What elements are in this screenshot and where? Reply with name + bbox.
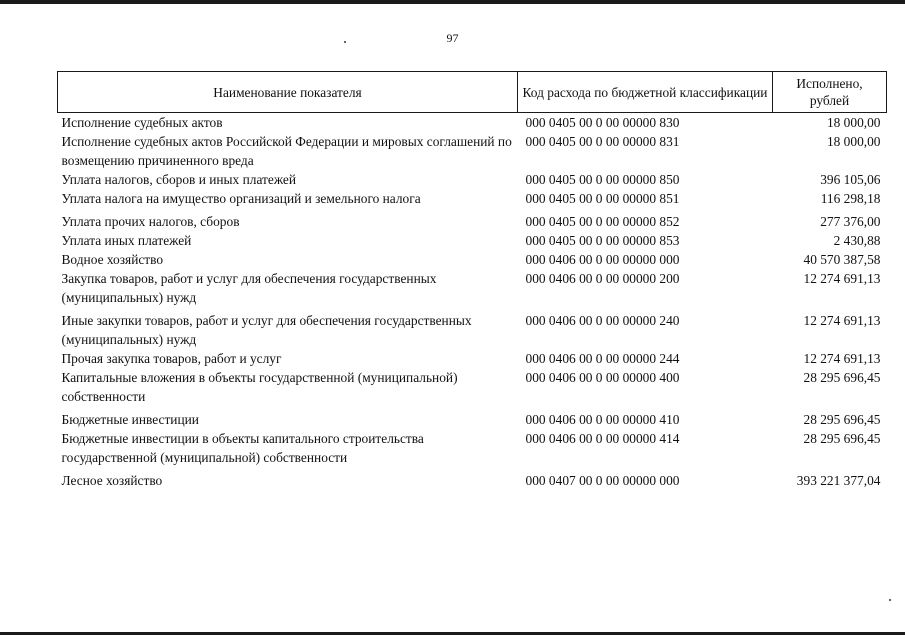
column-header-code: Код расхода по бюджетной классификации (518, 72, 773, 113)
row-name: Исполнение судебных актов (61, 115, 223, 130)
row-name: Закупка товаров, работ и услуг для обеспечения государственных (муниципальных) нужд (61, 271, 437, 305)
row-amount: 28 295 696,45 (803, 370, 881, 385)
row-amount: 28 295 696,45 (803, 431, 881, 446)
table-row (58, 132, 887, 170)
row-amount: 12 274 691,13 (803, 351, 881, 366)
row-code: 000 0405 00 0 00 00000 830 (525, 115, 680, 130)
row-code: 000 0406 00 0 00 00000 244 (525, 351, 680, 366)
table-row (58, 406, 887, 429)
expenditure-table (57, 71, 887, 490)
page-number: 97 (446, 31, 459, 45)
row-amount: 396 105,06 (820, 172, 881, 187)
scan-speck (344, 41, 346, 43)
row-name: Иные закупки товаров, работ и услуг для обеспечения государственных (муниципальных) нужд (61, 313, 472, 347)
row-code: 000 0406 00 0 00 00000 200 (525, 271, 680, 286)
row-amount: 277 376,00 (820, 214, 881, 229)
row-amount: 12 274 691,13 (803, 271, 881, 286)
row-name: Уплата иных платежей (61, 233, 192, 248)
row-amount: 18 000,00 (826, 134, 881, 149)
row-name: Бюджетные инвестиции (61, 412, 199, 427)
row-amount: 116 298,18 (820, 191, 881, 206)
row-name: Лесное хозяйство (61, 473, 163, 488)
row-amount: 12 274 691,13 (803, 313, 881, 328)
row-name: Уплата налога на имущество организаций и земельного налога (61, 191, 421, 206)
table-row (58, 250, 887, 269)
row-name: Бюджетные инвестиции в объекты капитального строительства государственной (муниципальной) собственности (61, 431, 424, 465)
row-name: Уплата прочих налогов, сборов (61, 214, 240, 229)
table-row (58, 113, 887, 133)
table-row (58, 231, 887, 250)
scan-speck (889, 599, 891, 601)
table-row (58, 269, 887, 307)
row-code: 000 0405 00 0 00 00000 831 (525, 134, 680, 149)
bottom-border-rule (0, 632, 905, 635)
row-name: Исполнение судебных актов Российской Федерации и мировых соглашений по возмещению причиненного вреда (61, 134, 512, 168)
row-amount: 2 430,88 (833, 233, 881, 248)
row-name: Капитальные вложения в объекты государственной (муниципальной) собственности (61, 370, 458, 404)
column-header-amount: Исполнено, рублей (773, 72, 887, 113)
table-header-row (58, 72, 887, 113)
row-name: Уплата налогов, сборов и иных платежей (61, 172, 297, 187)
row-code: 000 0406 00 0 00 00000 414 (525, 431, 680, 446)
row-code: 000 0405 00 0 00 00000 853 (525, 233, 680, 248)
row-name: Водное хозяйство (61, 252, 164, 267)
table-row (58, 429, 887, 467)
table-header (58, 72, 887, 113)
row-amount: 18 000,00 (826, 115, 881, 130)
row-code: 000 0406 00 0 00 00000 400 (525, 370, 680, 385)
row-name: Прочая закупка товаров, работ и услуг (61, 351, 282, 366)
table-row (58, 467, 887, 490)
row-code: 000 0405 00 0 00 00000 850 (525, 172, 680, 187)
row-amount: 393 221 377,04 (796, 473, 881, 488)
table-row (58, 189, 887, 208)
row-code: 000 0406 00 0 00 00000 000 (525, 252, 680, 267)
row-code: 000 0405 00 0 00 00000 852 (525, 214, 680, 229)
row-code: 000 0407 00 0 00 00000 000 (525, 473, 680, 488)
table-row (58, 307, 887, 349)
column-header-name: Наименование показателя (58, 72, 518, 113)
row-code: 000 0406 00 0 00 00000 240 (525, 313, 680, 328)
table-row (58, 208, 887, 231)
table-row (58, 349, 887, 368)
table-row (58, 170, 887, 189)
row-code: 000 0406 00 0 00 00000 410 (525, 412, 680, 427)
row-amount: 40 570 387,58 (803, 252, 881, 267)
table-body (58, 113, 887, 491)
row-amount: 28 295 696,45 (803, 412, 881, 427)
row-code: 000 0405 00 0 00 00000 851 (525, 191, 680, 206)
top-border-rule (0, 0, 905, 4)
table-row (58, 368, 887, 406)
